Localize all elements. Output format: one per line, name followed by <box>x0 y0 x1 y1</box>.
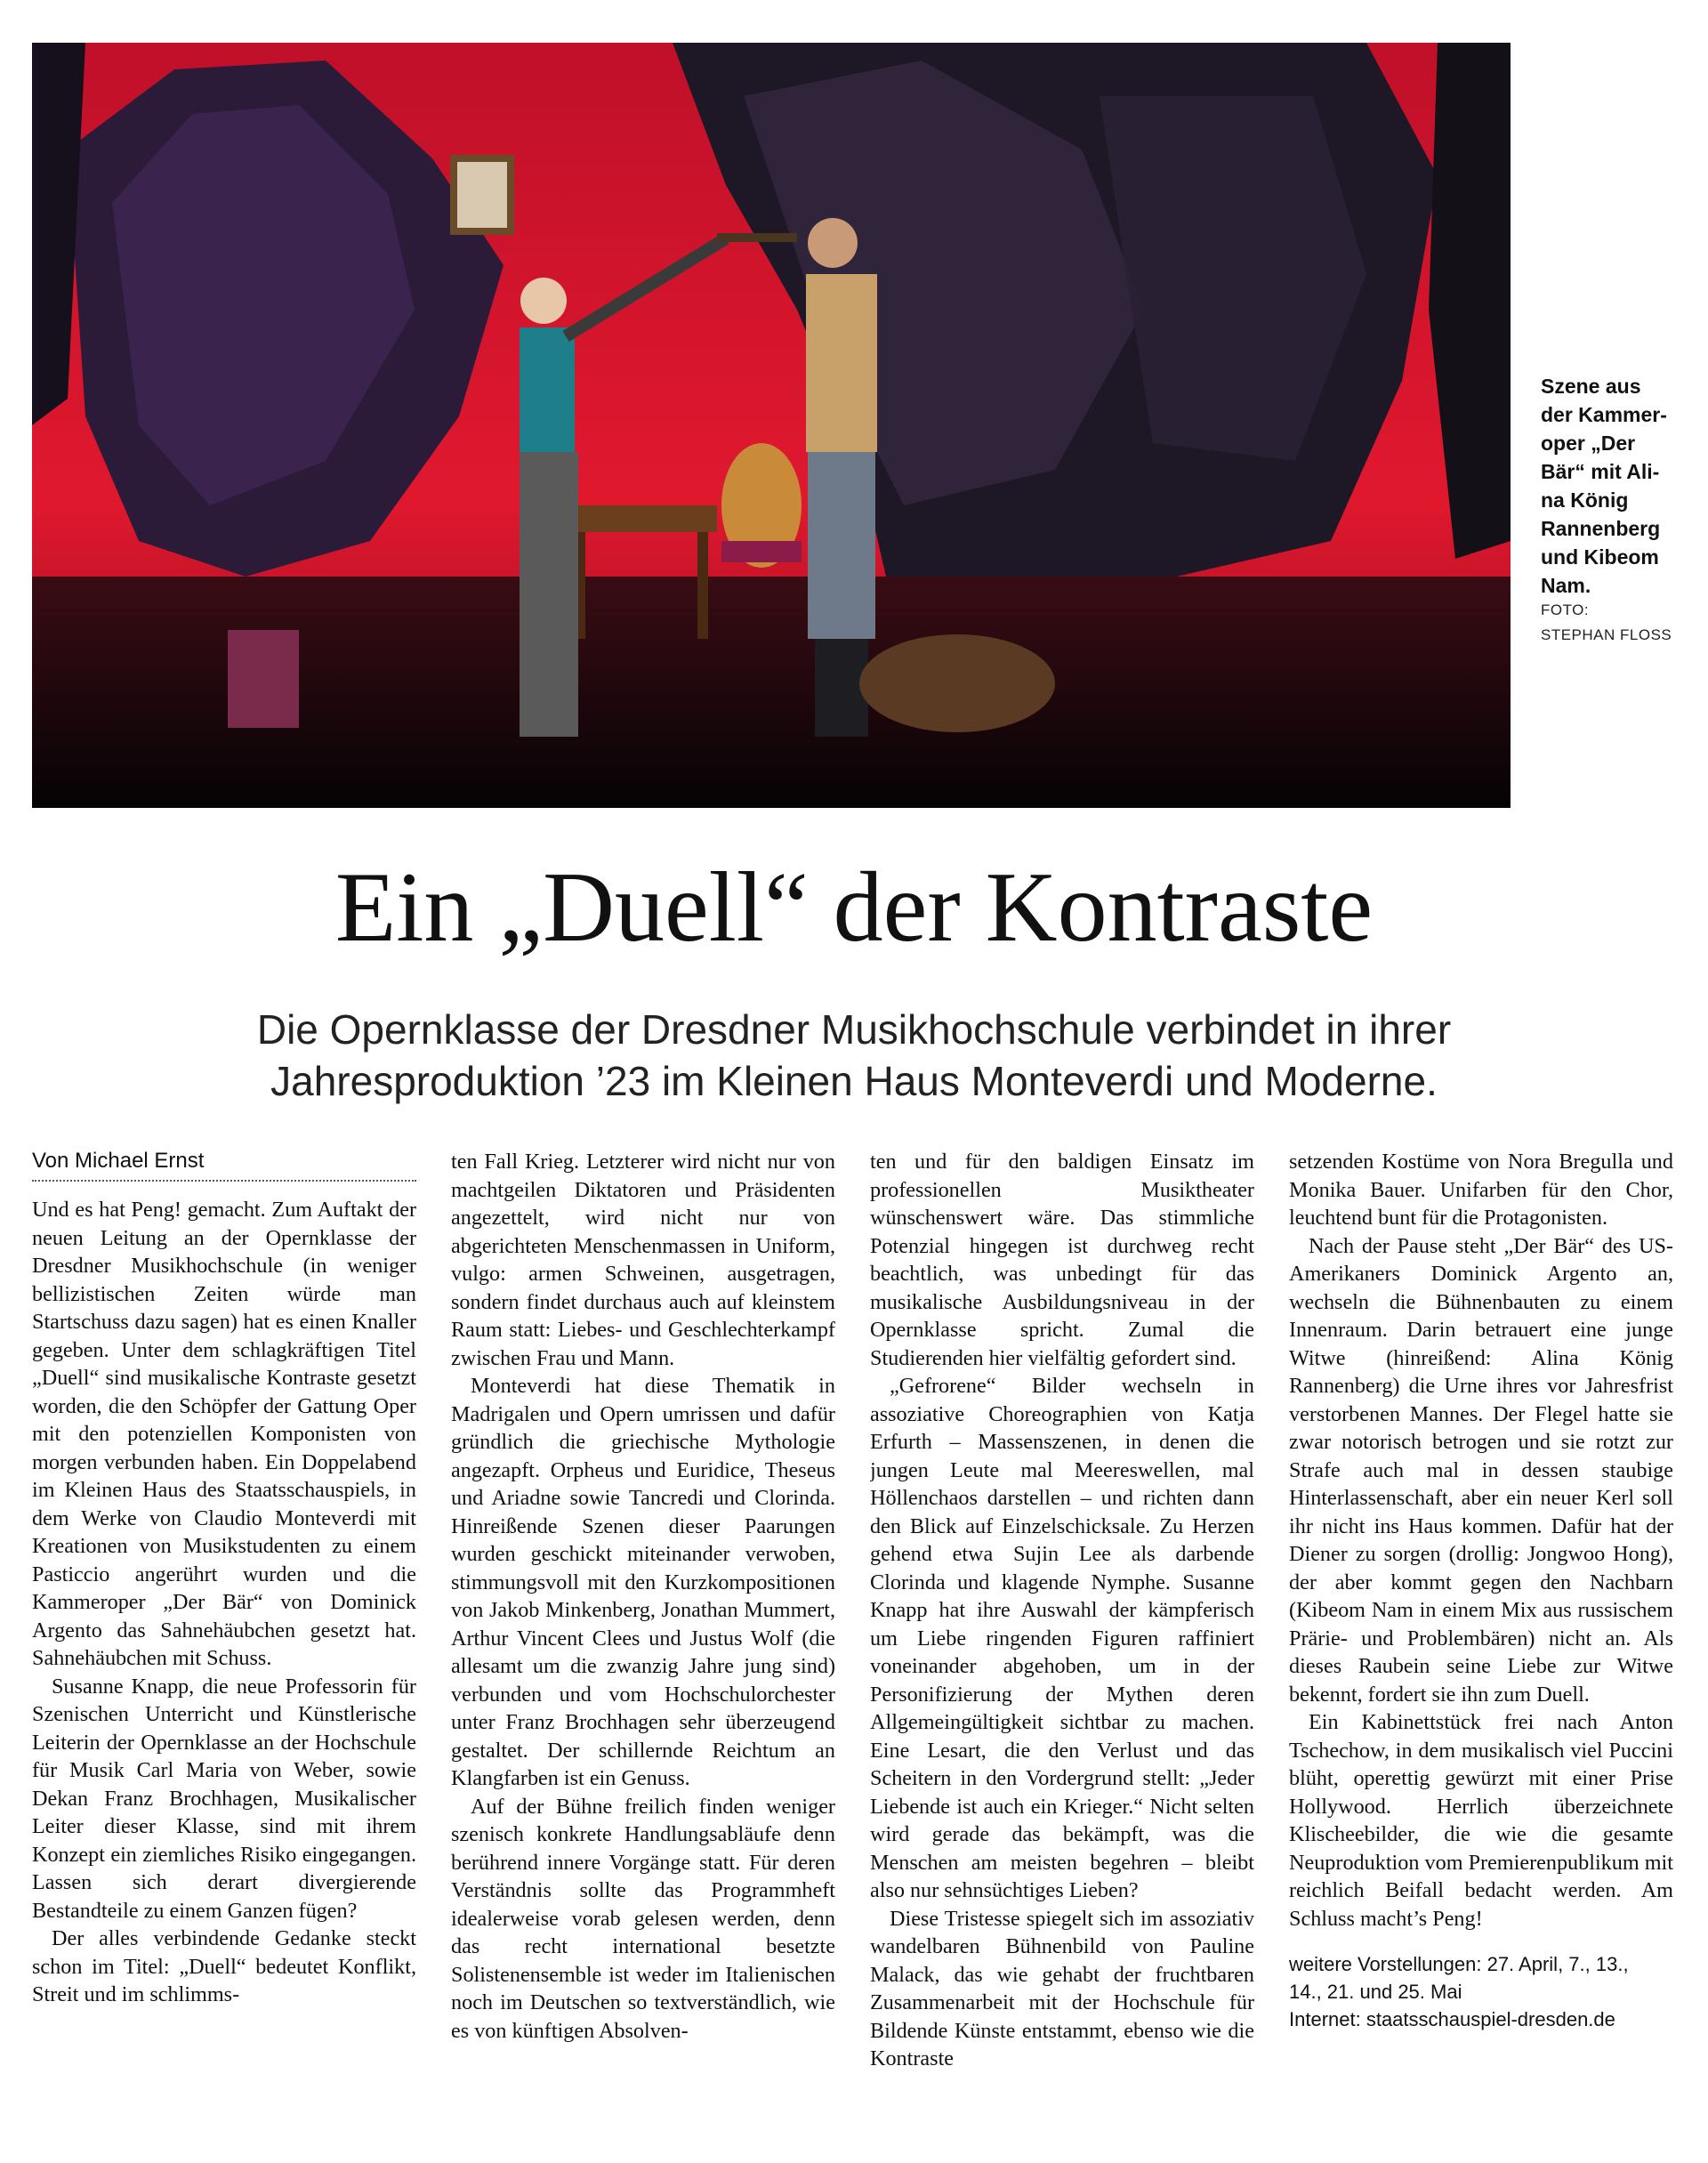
paragraph: Auf der Bühne freilich finden weniger szenisch konkrete Handlungsabläufe denn berührend innere Vorgänge statt. Für deren Verständnis sollte das Programmheft idealerweise vorab gelesen werden, denn das recht international besetzte Solistenensemble ist weder im Italienischen noch im Deutschen so textverständlich, wie es von künftigen Absolven- <box>451 1794 835 2043</box>
paragraph: Der alles verbindende Gedanke steckt schon im Titel: „Duell“ bedeutet Konflikt, Streit und im schlimms- <box>32 1926 416 2006</box>
article-column-2 <box>451 1148 835 2153</box>
byline: Von Michael Ernst <box>32 1148 416 1182</box>
subheadline-line: Die Opernklasse der Dresdner Musikhochschule verbindet in ihrer <box>256 1006 1452 1053</box>
credit-line: STEPHAN FLOSS <box>1541 626 1672 643</box>
subheadline-line: Jahresproduktion ’23 im Kleinen Haus Monteverdi und Moderne. <box>270 1058 1438 1104</box>
caption-line: Bär“ mit Ali- <box>1541 460 1660 483</box>
paragraph: ten Fall Krieg. Letzterer wird nicht nur von machtgeilen Diktatoren und Präsidenten angezettelt, wird nicht nur von abgerichteten Menschenmassen in Uniform, vulgo: armen Schweinen, ausgetragen, sondern findet durchaus auch auf kleinstem Raum statt: Liebes- und Geschlechterkampf zwischen Frau und Mann. <box>451 1150 835 1370</box>
caption-line: der Kammer- <box>1541 403 1667 426</box>
photo-caption <box>1541 372 1683 600</box>
paragraph: Ein Kabinettstück frei nach Anton Tschechow, in dem musikalisch viel Puccini blüht, operettig gewürzt mit einer Prise Hollywood. Herrlich überzeichnete Klischeebilder, die wie die gesamte Neuproduktion vom Premierenpublikum mit reichlich Beifall bedacht werden. Am Schluss macht’s Peng! <box>1289 1710 1673 1931</box>
paragraph: Monteverdi hat diese Thematik in Madrigalen und Opern umrissen und dafür gründlich die griechische Mythologie angezapft. Orpheus und Euridice, Theseus und Ariadne sowie Tancredi und Clorinda. Hinreißende Szenen dieser Paarungen wurden geschickt miteinander verwoben, stimmungsvoll mit den Kurzkompositionen von Jakob Minkenberg, Jonathan Mummert, Arthur Vincent Clees und Justus Wolf (die allesamt um die zwanzig Jahre jung sind) verbunden und vom Hochschulorchester unter Franz Brochhagen sehr überzeugend gestaltet. Der schillernde Reichtum an Klangfarben ist ein Genuss. <box>451 1374 835 1790</box>
caption-line: Szene aus <box>1541 375 1641 398</box>
performance-dates: weitere Vorstellungen: 27. April, 7., 13., <box>1289 1953 1629 1975</box>
stage-scene-image <box>32 43 1511 808</box>
paragraph: Diese Tristesse spiegelt sich im assoziativ wandelbaren Bühnenbild von Pauline Malack, das wie gehabt der fruchtbaren Zusammenarbeit mit der Hochschule für Bildende Künste entstammt, ebenso wie die Kontraste <box>870 1906 1254 2070</box>
credit-line: FOTO: <box>1541 601 1590 618</box>
caption-line: oper „Der <box>1541 432 1636 455</box>
article-column-4 <box>1289 1148 1673 2153</box>
caption-line: Nam. <box>1541 574 1591 597</box>
article-photo <box>32 43 1511 808</box>
paragraph: „Gefrorene“ Bilder wechseln in assoziative Choreographien von Katja Erfurth – Massenszenen, in denen die jungen Leute mal Meereswellen, mal Höllenchaos darstellen – und richten dann den Blick auf Einzelschicksale. Zu Herzen gehend etwa Sujin Lee als darbende Clorinda und klagende Nymphe. Susanne Knapp hat ihre Auswahl der kämpferisch um Liebe ringenden Figuren raffiniert voneinander abgehoben, um in der Personifizierung der Mythen deren Allgemeingültigkeit sichtbar zu machen. Eine Lesart, die den Verlust und das Scheitern in den Vordergrund stellt: „Jeder Liebende ist auch ein Krieger.“ Nicht selten wird gerade das bekämpft, was die Menschen am meisten begehren – bleibt also nur sehnsüchtiges Lieben? <box>870 1374 1254 1902</box>
paragraph: Und es hat Peng! gemacht. Zum Auftakt der neuen Leitung an der Opernklasse der Dresdner Musikhochschule (in weniger bellizistischen Zeiten würde man Startschuss dazu sagen) hat es einen Knaller gegeben. Unter dem schlagkräftigen Titel „Duell“ sind musikalische Kontraste gesetzt worden, die den Schöpfer der Gattung Oper mit den potenziellen Komponisten von morgen verbunden haben. Ein Doppelabend im Kleinen Haus des Staatsschauspiels, in dem Werke von Claudio Monteverdi mit Kreationen von Musikstudenten zu einem Pasticcio angerührt wurden und die Kammeroper „Der Bär“ von Dominick Argento das Sahnehäubchen gesetzt hat. Sahnehäubchen mit Schuss. <box>32 1198 416 1670</box>
paragraph: Nach der Pause steht „Der Bär“ des US-Amerikaners Dominick Argento an, wechseln die Bühnenbauten zu einem Innenraum. Darin betrauert eine junge Witwe (hinreißend: Alina König Rannenberg) die Urne ihres vor Jahresfrist verstorbenen Mannes. Der Flegel hatte sie zwar notorisch betrogen und sie rotzt zur Strafe auch mal in dessen staubige Hinterlassenschaft, aber ein neuer Kerl soll ihr nicht ins Haus kommen. Dafür hat der Diener zu sorgen (drollig: Jongwoo Hong), der aber kommt gegen den Nachbarn (Kibeom Nam in einem Mix aus russischem Prärie- und Problembären) nicht an. Als dieses Raubein seine Liebe zur Witwe bekennt, fordert sie ihn zum Duell. <box>1289 1233 1673 1707</box>
subheadline <box>107 1004 1601 1107</box>
spacer <box>1289 1933 1673 1950</box>
headline: Ein „Duell“ der Kontraste <box>334 852 1374 963</box>
article-column-1 <box>32 1148 416 2153</box>
paragraph: setzenden Kostüme von Nora Bregulla und Monika Bauer. Unifarben für den Chor, leuchtend bunt für die Protagonisten. <box>1289 1150 1673 1230</box>
photo-credit <box>1541 598 1696 648</box>
paragraph: ten und für den baldigen Einsatz im professionellen Musiktheater wünschenswert wäre. Das stimmliche Potenzial hingegen ist durchweg recht beachtlich, was unbedingt für das musikalische Ausbildungsniveau in der Opernklasse spricht. Zumal die Studierenden hier vielfältig gefordert sind. <box>870 1150 1254 1370</box>
website-link[interactable]: Internet: staatsschauspiel-dresden.de <box>1289 2008 1615 2030</box>
performance-dates: 14., 21. und 25. Mai <box>1289 1981 1462 2003</box>
caption-line: na König <box>1541 488 1629 512</box>
paragraph: Susanne Knapp, die neue Professorin für Szenischen Unterricht und Künstlerische Leiterin der Opernklasse an der Hochschule für Musik Carl Maria von Weber, sowie Dekan Franz Brochhagen, Musikalischer Leiter dieser Klasse, sind mit ihrem Konzept ein ziemliches Risiko eingegangen. Lassen sich derart divergierende Bestandteile zu einem Ganzen fügen? <box>32 1674 416 1923</box>
article-column-3 <box>870 1148 1254 2153</box>
caption-line: Rannenberg <box>1541 517 1661 540</box>
caption-line: und Kibeom <box>1541 545 1659 569</box>
